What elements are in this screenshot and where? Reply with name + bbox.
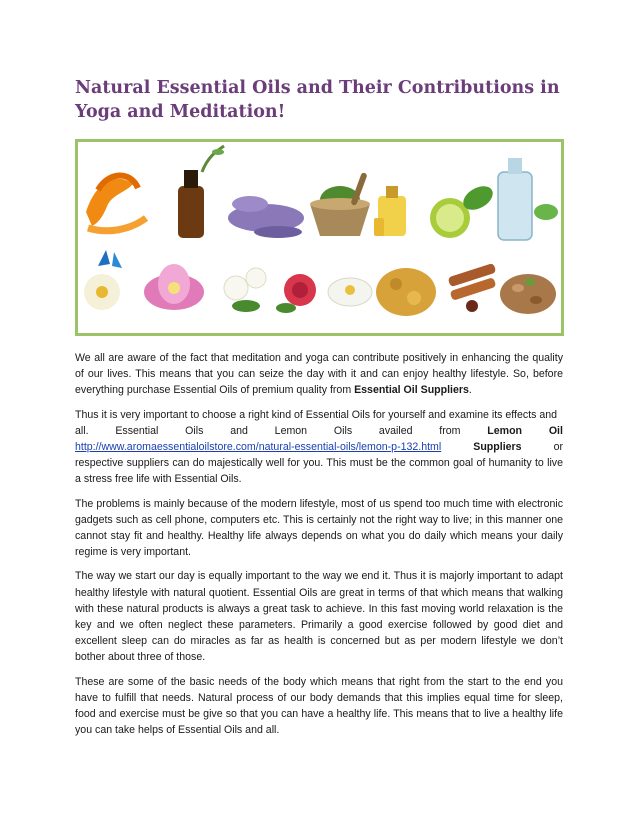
- glass-bottle-icon: [498, 158, 558, 240]
- paragraph-2-spread-line: [75, 423, 563, 439]
- nuts-icon: [500, 274, 556, 314]
- orange-peel-icon: [86, 175, 146, 230]
- word: all.: [75, 424, 89, 437]
- word: Oils: [333, 424, 353, 437]
- cinnamon-icon: [448, 263, 497, 312]
- word: or: [553, 441, 563, 454]
- perfume-bottle-icon: [374, 186, 406, 236]
- essential-oils-collage: [75, 139, 564, 336]
- mortar-pestle-icon: [310, 172, 370, 236]
- oil-bottle-icon: [178, 146, 224, 238]
- word: from: [439, 424, 461, 437]
- lily-icon: [328, 278, 372, 306]
- jasmine-icon: [224, 268, 266, 312]
- paragraph-1-end: .: [468, 384, 472, 397]
- lemon-oil-link[interactable]: http://www.aromaessentialoilstore.com/natural-essential-oils/lemon-p-132.html: [75, 441, 442, 454]
- butterfly-flower-icon: [84, 250, 122, 310]
- word: Oils: [185, 424, 204, 437]
- word: and: [230, 424, 248, 437]
- article-body: [75, 350, 563, 746]
- paragraph-4: The way we start our day is equally important to the way we end it. Thus it is majorly important to adapt healthy lifestyle with natural quotient. Essential Oils are great in terms of that which means that walking with these natural products is always a great task to achieve. In this fast moving world relaxation is the key and we often neglect these parameters. Primarily a good exercise followed by good diet and excellent sleep can do miracles as far as health is concerned but as per modern lifestyle we don’t bother about three of those.: [75, 570, 563, 664]
- lavender-icon: [228, 196, 304, 238]
- paragraph-3: The problems is mainly because of the modern lifestyle, most of us spend too much time with electronic gadgets such as cell phone, computers etc. This is certainly not the right way to live; in this manner one cannot stay fit and healthy. Healthy life always depends on what you do daily which means your daily regime is very important.: [75, 497, 563, 559]
- lime-icon: [430, 181, 497, 238]
- paragraph-2-link-line: [75, 439, 563, 455]
- paragraph-1-text: We all are aware of the fact that meditation and yoga can contribute positively in enhancing the quality of our lives. This means that you can seize the day with it and can enjoy healthy lifestyle. So, before everything purchase Essential Oils of premium quality from: [75, 352, 563, 397]
- rose-icon: [276, 274, 316, 313]
- essential-oil-suppliers-bold: Essential Oil Suppliers: [354, 384, 469, 397]
- word: Lemon: [274, 424, 308, 437]
- resin-icon: [376, 268, 436, 316]
- oil-bold: Oil: [548, 424, 563, 437]
- paragraph-1: [75, 350, 563, 399]
- paragraph-2: [75, 407, 563, 488]
- suppliers-bold: Suppliers: [473, 441, 522, 454]
- page-title: Natural Essential Oils and Their Contributions in Yoga and Meditation!: [75, 78, 560, 122]
- paragraph-2-line-1: Thus it is very important to choose a right kind of Essential Oils for yourself and examine its effects and: [75, 408, 558, 421]
- word: availed: [378, 424, 413, 437]
- lotus-icon: [144, 264, 204, 310]
- word: Essential: [115, 424, 159, 437]
- paragraph-2-rest: respective suppliers can do majestically well for you. This must be the common goal of humanity to live a stress free life with Essential Oils.: [75, 457, 563, 486]
- paragraph-5: These are some of the basic needs of the body which means that right from the start to the end you have to fulfill that needs. Natural process of our body demands that this implies equal time for sleep, food and exercise must be give so that you can have a healthy life. This means that to live a healthy life you can take helps of Essential Oils and all.: [75, 675, 563, 737]
- lemon-bold: Lemon: [487, 424, 523, 437]
